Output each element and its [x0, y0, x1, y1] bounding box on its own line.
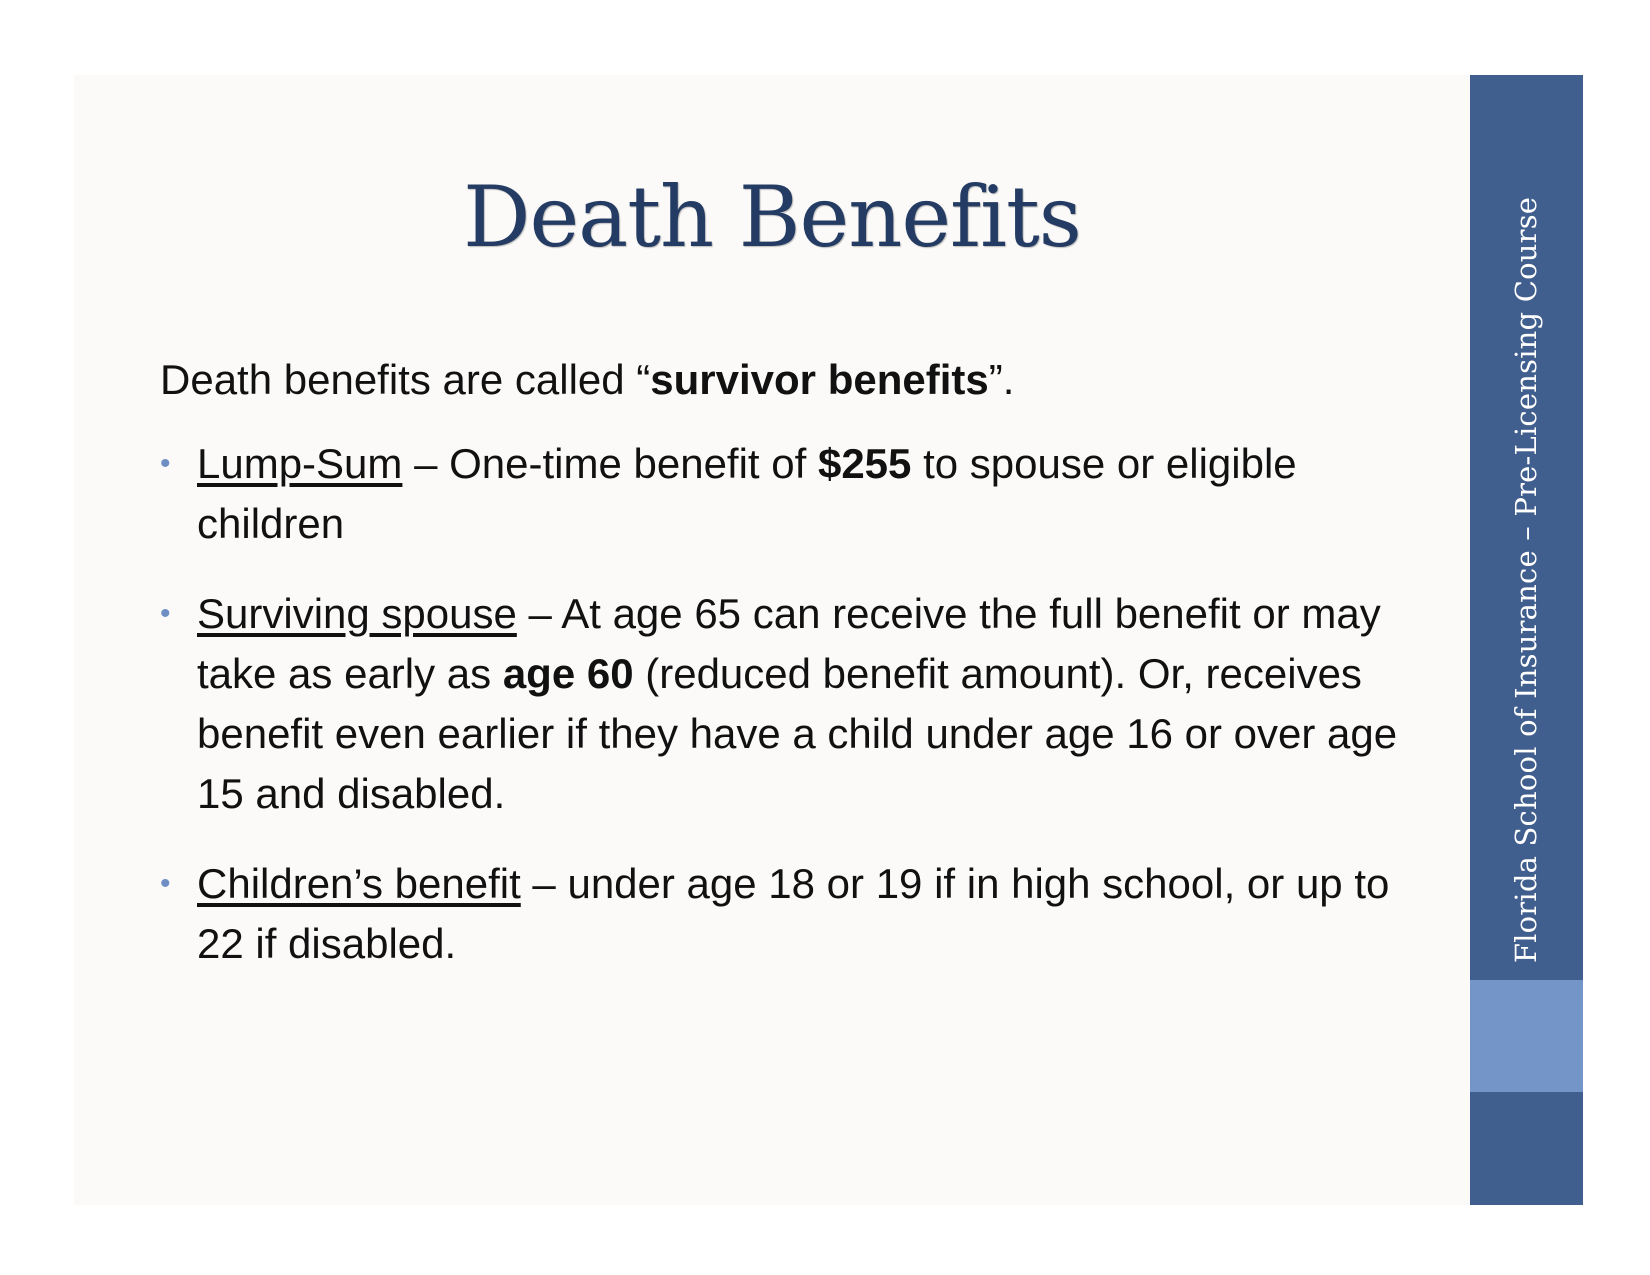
bullet-term: Children’s benefit	[197, 860, 521, 907]
bullet-bold-text: age 60	[502, 650, 634, 697]
bullet-bold-text: $255	[817, 440, 912, 487]
bullet-childrens-benefit	[160, 854, 1430, 974]
sidebar-course-label: Florida School of Insurance – Pre-Licensing Course	[1509, 196, 1543, 964]
bullet-term: Lump-Sum	[197, 440, 403, 487]
bullet-surviving-spouse	[160, 584, 1430, 824]
intro-paragraph	[160, 350, 1430, 410]
bullet-lump-sum	[160, 434, 1430, 554]
bullet-text: – At age 65 can receive the full benefit or may take as early as	[197, 590, 1381, 697]
bullet-text: – under age 18 or 19 if in high school, or up to 22 if disabled.	[197, 860, 1390, 967]
slide-content	[160, 350, 1430, 1004]
bullet-term: Surviving spouse	[197, 590, 517, 637]
bullet-dot-icon: •	[160, 597, 171, 630]
bullet-text: – One-time benefit of	[402, 440, 818, 487]
bullet-dot-icon: •	[160, 867, 171, 900]
intro-prefix: Death benefits are called “	[160, 356, 651, 403]
bullet-text: (reduced benefit amount). Or, receives benefit even earlier if they have a child under age 16 or over age 15 and disabled.	[197, 650, 1398, 817]
intro-bold-term: survivor benefits	[650, 356, 989, 403]
bullet-dot-icon: •	[160, 447, 171, 480]
intro-suffix: ”.	[988, 356, 1015, 403]
page-title: Death Benefits	[463, 168, 1081, 266]
sidebar-band	[1470, 75, 1583, 1205]
bullet-list	[160, 434, 1430, 974]
sidebar-accent-block	[1470, 980, 1583, 1092]
bullet-text: to spouse or eligible children	[197, 440, 1297, 547]
